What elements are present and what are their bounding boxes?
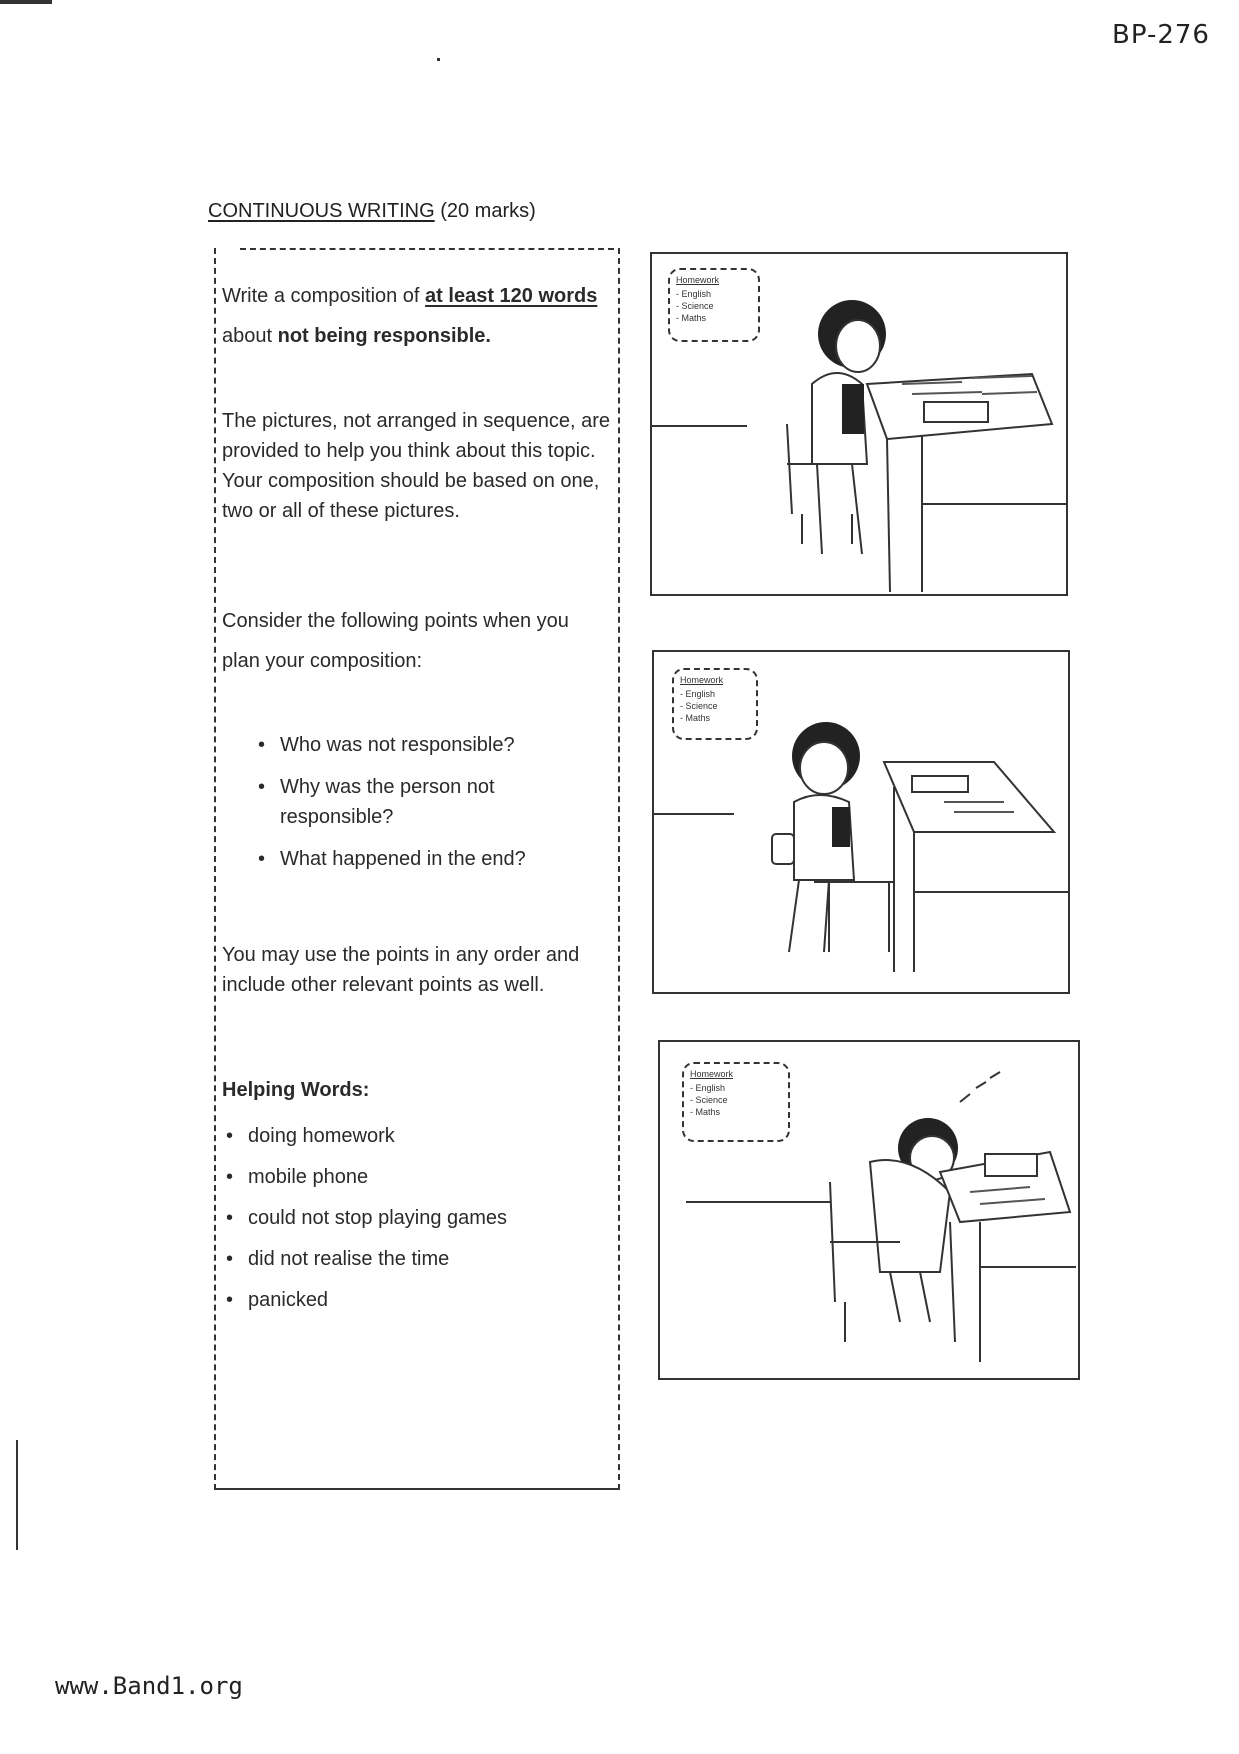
document-code: BP-276 [1112, 20, 1210, 50]
helping-words-list [222, 1116, 612, 1321]
boy-playing-phone-illustration [654, 652, 1068, 992]
picture-panel-3 [658, 1040, 1080, 1380]
note-title: Homework [680, 675, 724, 685]
word-count-requirement: at least 120 words [425, 285, 598, 307]
point-item: • Who was not responsible? [250, 730, 590, 760]
boy-sleeping-illustration [660, 1042, 1078, 1378]
note-item: - English [676, 289, 712, 299]
note-item: - Science [680, 701, 718, 711]
note-title: Homework [676, 275, 720, 285]
note-item: - Science [690, 1095, 728, 1105]
instruction-text: Write a composition of [222, 285, 426, 307]
point-item: • What happened in the end? [250, 844, 590, 874]
helping-words [222, 1116, 612, 1321]
footer-url: www.Band1.org [55, 1672, 243, 1700]
picture-panel-1 [650, 252, 1068, 596]
picture-panel-2 [652, 650, 1070, 994]
scan-mark [437, 58, 440, 61]
consider-text: Consider the following points when you plan your composition: [222, 610, 569, 672]
composition-topic: not being responsible. [277, 325, 491, 347]
boy-studying-illustration [652, 254, 1066, 594]
helping-word: • doing homework [222, 1116, 612, 1157]
note-title: Homework [690, 1069, 734, 1079]
points-list [250, 730, 590, 874]
note-item: - English [690, 1083, 726, 1093]
helping-word: • mobile phone [222, 1157, 612, 1198]
helping-word: • did not realise the time [222, 1239, 612, 1280]
instruction-text: about [222, 325, 278, 347]
section-heading [208, 200, 536, 223]
helping-word: • could not stop playing games [222, 1198, 612, 1239]
instruction-main [222, 276, 612, 356]
note-item: - Maths [676, 313, 707, 323]
helping-words-title: Helping Words: [222, 1079, 370, 1101]
use-points-text: You may use the points in any order and include other relevant points as well. [222, 944, 580, 996]
helping-word: • panicked [222, 1280, 612, 1321]
note-item: - Maths [690, 1107, 721, 1117]
note-item: - Science [676, 301, 714, 311]
points-list-wrap [250, 730, 590, 886]
note-item: - Maths [680, 713, 711, 723]
point-item: • Why was the person not responsible? [250, 772, 590, 832]
scan-mark [0, 0, 52, 4]
pictures-note: The pictures, not arranged in sequence, are provided to help you think about this topic. Your composition should be based on one, two or all of these pictures. [222, 410, 611, 522]
section-title: CONTINUOUS WRITING [208, 200, 435, 222]
note-item: - English [680, 689, 716, 699]
scan-mark [16, 1440, 18, 1550]
section-marks: (20 marks) [440, 200, 536, 222]
